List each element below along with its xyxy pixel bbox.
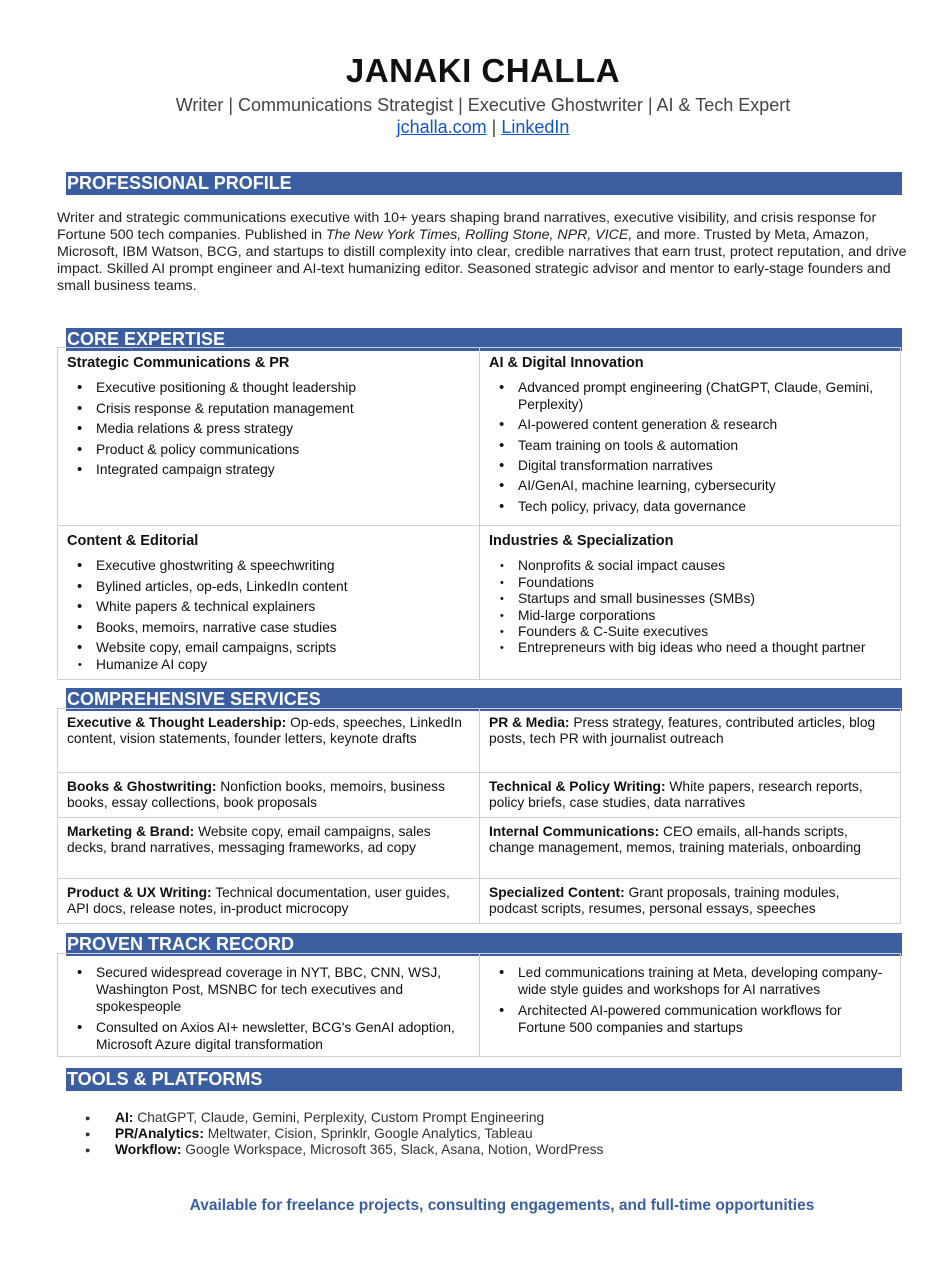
- service-text: CEO emails, all-hands scripts, change management, memos, training materials, onboarding: [489, 824, 861, 856]
- list-item: • Tech policy, privacy, data governance: [489, 499, 891, 515]
- link-separator: |: [486, 117, 502, 137]
- expertise-cell: [479, 348, 900, 525]
- list-item: • Secured widespread coverage in NYT, BBC, CNN, WSJ, Washington Post, MSNBC for tech executives and spokespeople: [67, 964, 470, 1015]
- service-label: Internal Communications:: [489, 824, 660, 839]
- list-item: • Entrepreneurs with big ideas who need a thought partner: [489, 640, 891, 656]
- tool-text: ChatGPT, Claude, Gemini, Perplexity, Custom Prompt Engineering: [133, 1110, 545, 1125]
- resume-header: [0, 52, 950, 138]
- list-item: • Website copy, email campaigns, scripts: [67, 640, 470, 656]
- list-item: • Books, memoirs, narrative case studies: [67, 620, 470, 636]
- list-item: • Consulted on Axios AI+ newsletter, BCG's GenAI adoption, Microsoft Azure digital transformation: [67, 1019, 470, 1053]
- service-text: Nonfiction books, memoirs, business books, essay collections, book proposals: [67, 779, 445, 811]
- candidate-subtitle: Writer | Communications Strategist | Executive Ghostwriter | AI & Tech Expert: [175, 95, 791, 115]
- bullet-list: [67, 380, 470, 478]
- profile-text-publications: The New York Times, Rolling Stone, NPR, VICE,: [325, 227, 633, 243]
- availability-footer: Available for freelance projects, consulting engagements, and full-time opportunities: [189, 1197, 815, 1214]
- profile-text-b: and more. Trusted by Meta, Amazon, Microsoft, IBM Watson, BCG, and startups to distill complexity into clear, credible narratives that earn trust, protect reputation, and drive impact. Skilled AI prompt engineer and AI-text humanizing editor. Seasoned strategic advisor and mentor to early-stage founders and small business teams.: [57, 227, 907, 294]
- services-table: [57, 708, 901, 924]
- list-item: • Bylined articles, op-eds, LinkedIn content: [67, 579, 470, 595]
- track-record-cell: [479, 954, 900, 1056]
- table-row: [58, 954, 900, 1056]
- cell-heading: AI & Digital Innovation: [489, 355, 644, 371]
- list-item: • Humanize AI copy: [67, 657, 470, 673]
- service-text: Technical documentation, user guides, API docs, release notes, in-product microcopy: [67, 885, 450, 917]
- expertise-cell: [58, 348, 479, 525]
- list-item: • Architected AI-powered communication workflows for Fortune 500 companies and startups: [489, 1002, 891, 1036]
- cell-heading: Content & Editorial: [67, 533, 199, 549]
- list-item: • AI/GenAI, machine learning, cybersecurity: [489, 478, 891, 494]
- section-title: PROVEN TRACK RECORD: [67, 934, 295, 954]
- tool-label: AI:: [115, 1110, 134, 1125]
- table-row: [58, 348, 900, 525]
- contact-links: [0, 117, 950, 138]
- tool-text: Google Workspace, Microsoft 365, Slack, Asana, Notion, WordPress: [181, 1142, 604, 1157]
- profile-text-a: Writer and strategic communications executive with 10+ years shaping brand narratives, executive visibility, and crisis response for Fortune 500 tech companies. Published in: [57, 210, 877, 243]
- cell-heading: Strategic Communications & PR: [67, 355, 290, 371]
- table-row: [58, 817, 900, 878]
- service-text: Press strategy, features, contributed articles, blog posts, tech PR with journalist outreach: [489, 715, 876, 747]
- section-title: TOOLS & PLATFORMS: [67, 1069, 263, 1089]
- bullet-list: [67, 964, 470, 1053]
- list-item: • Nonprofits & social impact causes: [489, 558, 891, 574]
- section-title: CORE EXPERTISE: [67, 329, 226, 349]
- service-cell: [58, 773, 479, 817]
- service-label: PR & Media:: [489, 715, 570, 730]
- list-item: • Digital transformation narratives: [489, 458, 891, 474]
- list-item: • Led communications training at Meta, developing company-wide style guides and workshops for AI narratives: [489, 964, 891, 998]
- service-cell: [58, 879, 479, 923]
- section-header-profile: [66, 172, 902, 195]
- service-label: Specialized Content:: [489, 885, 625, 900]
- expertise-table: [57, 347, 901, 680]
- list-item: • Foundations: [489, 575, 891, 591]
- candidate-name: JANAKI CHALLA: [345, 52, 621, 89]
- list-item: • Startups and small businesses (SMBs): [489, 591, 891, 607]
- list-item: • White papers & technical explainers: [67, 599, 470, 615]
- list-item: [82, 1110, 603, 1126]
- profile-paragraph: [57, 210, 909, 295]
- service-cell: [479, 773, 900, 817]
- service-text: Grant proposals, training modules, podcast scripts, resumes, personal essays, speeches: [489, 885, 840, 917]
- list-item: • Founders & C-Suite executives: [489, 624, 891, 640]
- service-label: Technical & Policy Writing:: [489, 779, 666, 794]
- track-record-table: [57, 953, 901, 1057]
- bullet-list: [67, 558, 470, 673]
- section-header-tools: [66, 1068, 902, 1091]
- expertise-cell: [479, 526, 900, 679]
- list-item: • Executive ghostwriting & speechwriting: [67, 558, 470, 574]
- tool-label: Workflow:: [115, 1142, 182, 1157]
- tool-label: PR/Analytics:: [115, 1126, 204, 1141]
- cell-heading: Industries & Specialization: [489, 533, 674, 549]
- table-row: [58, 772, 900, 817]
- tools-list: [82, 1110, 603, 1158]
- table-row: [58, 709, 900, 772]
- service-label: Books & Ghostwriting:: [67, 779, 217, 794]
- bullet-list: [489, 558, 891, 656]
- section-title: COMPREHENSIVE SERVICES: [67, 689, 321, 709]
- list-item: • Product & policy communications: [67, 442, 470, 458]
- service-cell: [479, 709, 900, 772]
- service-label: Executive & Thought Leadership:: [67, 715, 287, 730]
- bullet-list: [489, 964, 891, 1036]
- service-text: Website copy, email campaigns, sales decks, brand narratives, messaging frameworks, ad copy: [67, 824, 431, 856]
- table-row: [58, 878, 900, 923]
- bullet-list: [489, 380, 891, 515]
- list-item: • Media relations & press strategy: [67, 421, 470, 437]
- service-cell: [479, 879, 900, 923]
- list-item: [82, 1126, 603, 1142]
- service-text: Op-eds, speeches, LinkedIn content, vision statements, founder letters, keynote drafts: [67, 715, 462, 747]
- list-item: • Team training on tools & automation: [489, 438, 891, 454]
- list-item: [82, 1142, 603, 1158]
- service-cell: [58, 818, 479, 878]
- list-item: • Advanced prompt engineering (ChatGPT, Claude, Gemini, Perplexity): [489, 380, 891, 413]
- service-cell: [479, 818, 900, 878]
- list-item: • Executive positioning & thought leadership: [67, 380, 470, 396]
- linkedin-link[interactable]: LinkedIn: [501, 117, 570, 137]
- list-item: • Mid-large corporations: [489, 608, 891, 624]
- list-item: • AI-powered content generation & research: [489, 417, 891, 433]
- list-item: • Crisis response & reputation management: [67, 401, 470, 417]
- tool-text: Meltwater, Cision, Sprinklr, Google Analytics, Tableau: [203, 1126, 533, 1141]
- service-cell: [58, 709, 479, 772]
- service-label: Product & UX Writing:: [67, 885, 212, 900]
- table-row: [58, 525, 900, 679]
- website-link[interactable]: jchalla.com: [396, 117, 487, 137]
- list-item: • Integrated campaign strategy: [67, 462, 470, 478]
- expertise-cell: [58, 526, 479, 679]
- service-label: Marketing & Brand:: [67, 824, 195, 839]
- service-text: White papers, research reports, policy briefs, case studies, data narratives: [489, 779, 863, 811]
- section-title: PROFESSIONAL PROFILE: [67, 173, 292, 193]
- track-record-cell: [58, 954, 479, 1056]
